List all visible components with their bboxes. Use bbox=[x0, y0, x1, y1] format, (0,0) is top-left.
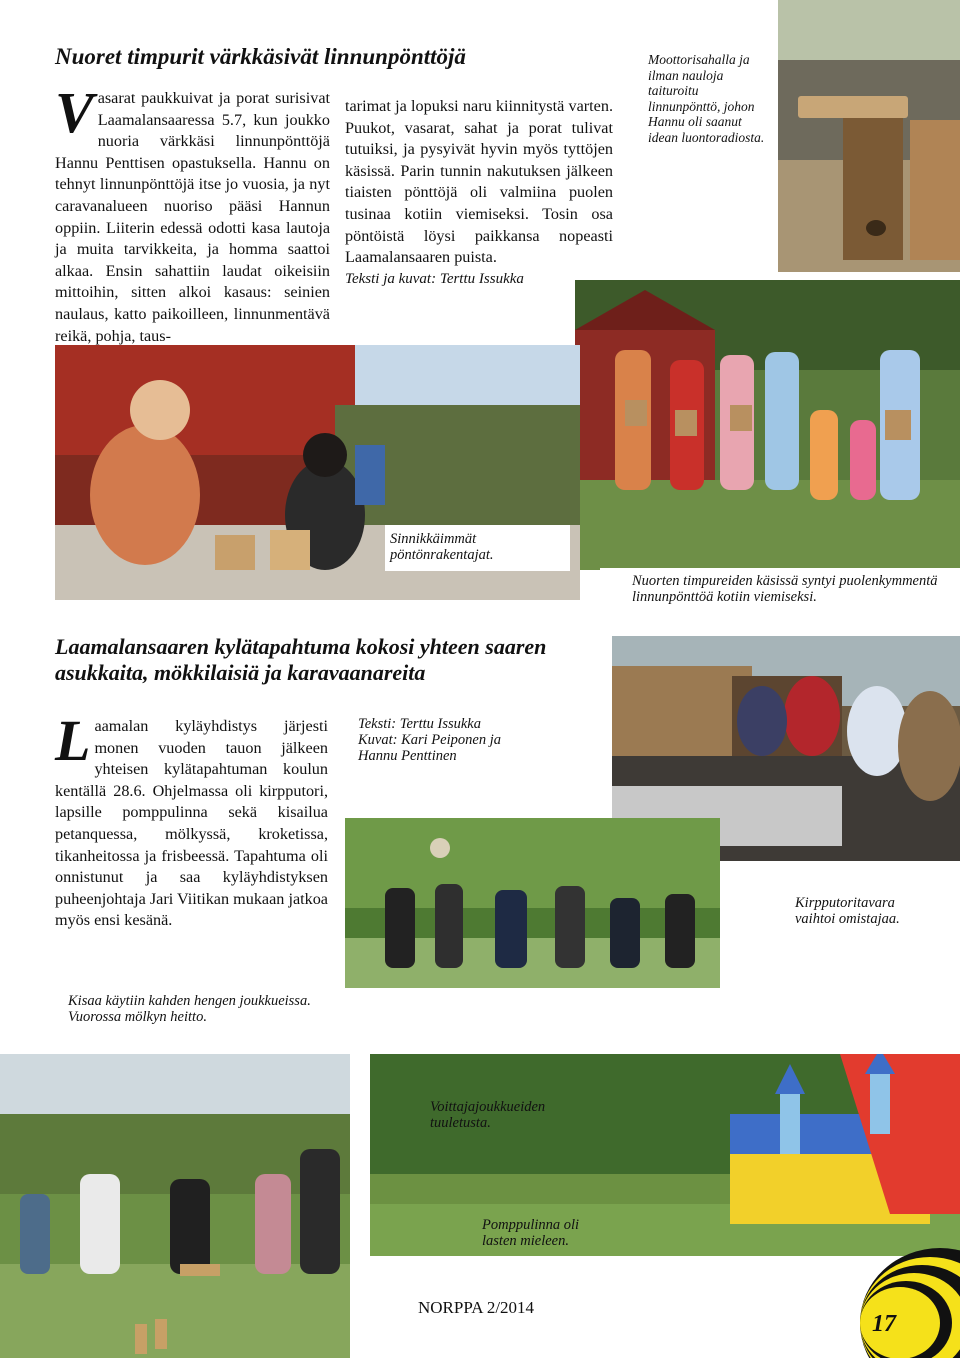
caption-bouncy: Pomppulinna oli lasten mieleen. bbox=[482, 1217, 580, 1249]
footer-magazine-title: NORPPA 2/2014 bbox=[418, 1298, 535, 1317]
caption-winners: Voittajajoukkueiden tuuletusta. bbox=[430, 1099, 546, 1131]
article1-headline: Nuoret timpurit värkkäsivät linnunpönttöjä bbox=[55, 44, 466, 69]
caption-group: Nuorten timpureiden käsissä syntyi puolenkymmentä linnunpönttöä kotiin viemiseksi. bbox=[632, 573, 938, 605]
article1-column1 bbox=[55, 80, 330, 347]
article1-credit: Teksti ja kuvat: Terttu Issukka bbox=[345, 271, 524, 287]
article2-headline-line2: asukkaita, mökkilaisiä ja karavaanareita bbox=[55, 660, 426, 685]
credit-photos: Kuvat: Kari Peiponen ja bbox=[358, 732, 501, 748]
article1-dropcap: V bbox=[55, 80, 94, 145]
article2-headline-line1: Laamalansaaren kylätapahtuma kokosi yhteen saaren bbox=[55, 634, 547, 659]
photo-bouncy-castle bbox=[370, 1054, 960, 1256]
caption-molkky: Kisaa käytiin kahden hengen joukkueissa. Vuorossa mölkyn heitto. bbox=[68, 993, 311, 1025]
credit-photos-cont: Hannu Penttinen bbox=[358, 748, 457, 764]
credit-text: Teksti: Terttu Issukka bbox=[358, 716, 481, 732]
article2-dropcap: L bbox=[55, 708, 91, 773]
article2-body-text: aamalan kyläyhdistys järjesti monen vuoden tauon jälkeen yhteisen kylätapahtuman koulun kentällä 28.6. Ohjelmassa oli kirpputori, lapsille pomppulinna sekä kisailua petanquessa, mölkyssä, kroketissa, tikanheitossa ja frisbeessä. Tapahtuma oli onnistunut ja saa kyläyhdistyksen puheenjohtaja Jari Viitikan mukaan jatkoa myös ensi kesänä. bbox=[55, 717, 328, 930]
article2-credit bbox=[358, 716, 558, 764]
article1-col2-text: tarimat ja lopuksi naru kiinnitystä varten. Puukot, vasarat, sahat ja porat tulivat tutuiksi, ja pysyivät hyvin myös tyttöjen käsissä. Parin tunnin nakutuksen jälkeen tiaisten pönttöjä oli valmiina puolen tusinaa kotiin viemiseksi. Tosin osa pöntöistä löysi paikkansa nopeasti Laamalansaaren puista. bbox=[345, 97, 613, 267]
article2-body bbox=[55, 708, 328, 932]
page-number: 17 bbox=[872, 1311, 896, 1337]
caption-flea: Kirpputoritavara vaihtoi omistajaa. bbox=[795, 895, 900, 927]
page-badge bbox=[820, 1248, 960, 1358]
article1-column2 bbox=[345, 96, 613, 269]
photo-group bbox=[575, 280, 960, 570]
caption-workers: Sinnikkäimmät pöntönrakentajat. bbox=[390, 531, 494, 563]
caption-birdhouse: Moottorisahalla ja ilman nauloja taituroitu linnunpönttö, johon Hannu oli saanut idean luontoradiosta. bbox=[648, 52, 765, 145]
photo-molkky bbox=[0, 1054, 350, 1358]
article1-col1-text: asarat paukkuivat ja porat surisivat Laamalansaaressa 5.7, kun joukko nuoria värkkäsi linnunpönttöjä Hannu Penttisen opastuksella. Hannu on tehnyt linnunpönttöjä itse jo vuosia, ja nyt caravanalueen nuoriso pääsi Hannun oppiin. Liiterin edessä odotti kasa lautoja ja muita tarvikkeita, ja homma saattoi alkaa. Ensin sahattiin laudat oikeisiin mittoihin, sitten alkoi kasaus: seinien naulaus, katto paikoilleen, linnunmentävä reikä, pohja, taus- bbox=[55, 89, 330, 345]
photo-winners bbox=[345, 818, 720, 988]
